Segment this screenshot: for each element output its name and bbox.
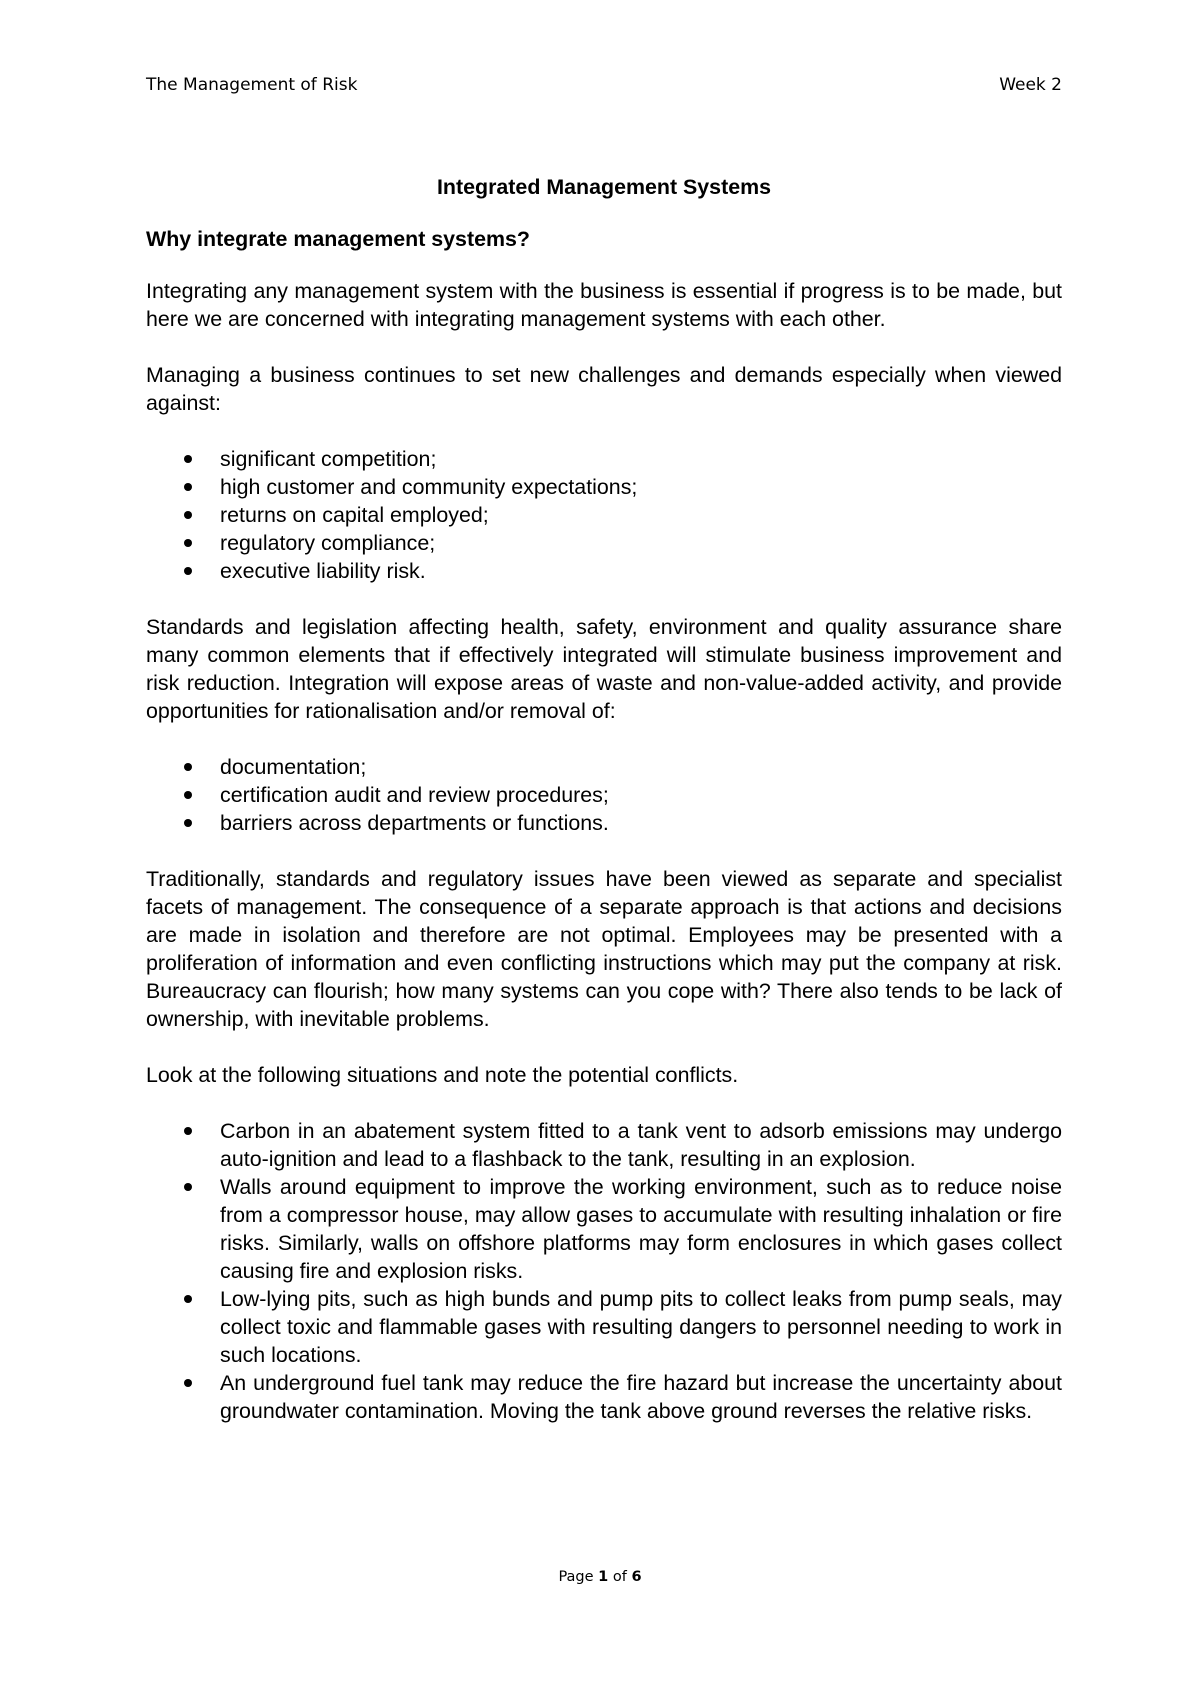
list-item-text: Carbon in an abatement system fitted to a tank vent to adsorb emissions may undergo auto-ignition and lead to a flashback to the tank, resulting in an explosion. bbox=[220, 1119, 1062, 1171]
page-footer bbox=[0, 1569, 1200, 1585]
list-item-text: Walls around equipment to improve the working environment, such as to reduce noise from a compressor house, may allow gases to accumulate with resulting inhalation or fire risks. Similarly, walls on offshore platforms may form enclosures in which gases collect causing fire and explosion risks. bbox=[220, 1175, 1062, 1283]
list-item-text: certification audit and review procedures; bbox=[220, 783, 609, 807]
list-item bbox=[146, 445, 1062, 473]
list-item bbox=[146, 1117, 1062, 1173]
header-course-title: The Management of Risk bbox=[146, 75, 358, 95]
bullet-icon bbox=[184, 511, 192, 519]
list-item bbox=[146, 1369, 1062, 1425]
list-item-text: executive liability risk. bbox=[220, 559, 426, 583]
paragraph-intro: Integrating any management system with the business is essential if progress is to be made, but here we are concerned with integrating management systems with each other. bbox=[146, 279, 1062, 331]
removal-list bbox=[146, 753, 1062, 837]
list-item bbox=[146, 1173, 1062, 1285]
footer-of-word: of bbox=[612, 1569, 627, 1585]
section-heading: Why integrate management systems? bbox=[146, 227, 530, 251]
list-item-text: high customer and community expectations; bbox=[220, 475, 638, 499]
bullet-icon bbox=[184, 1183, 192, 1191]
bullet-icon bbox=[184, 763, 192, 771]
bullet-icon bbox=[184, 483, 192, 491]
bullet-icon bbox=[184, 791, 192, 799]
bullet-icon bbox=[184, 567, 192, 575]
bullet-icon bbox=[184, 1379, 192, 1387]
list-item bbox=[146, 753, 1062, 781]
list-item bbox=[146, 781, 1062, 809]
challenges-list bbox=[146, 445, 1062, 585]
footer-total-pages: 6 bbox=[631, 1569, 642, 1585]
bullet-icon bbox=[184, 1295, 192, 1303]
paragraph-standards: Standards and legislation affecting health, safety, environment and quality assurance share many common elements that if effectively integrated will stimulate business improvement and risk reduction. Integration will expose areas of waste and non-value-added activity, and provide opportunities for rationalisation and/or removal of: bbox=[146, 615, 1062, 723]
bullet-icon bbox=[184, 819, 192, 827]
document-body bbox=[146, 173, 1062, 1453]
list-item bbox=[146, 1285, 1062, 1369]
bullet-icon bbox=[184, 455, 192, 463]
list-item-text: regulatory compliance; bbox=[220, 531, 436, 555]
footer-current-page: 1 bbox=[598, 1569, 609, 1585]
list-item-text: barriers across departments or functions. bbox=[220, 811, 609, 835]
bullet-icon bbox=[184, 1127, 192, 1135]
conflicts-list bbox=[146, 1117, 1062, 1425]
document-title: Integrated Management Systems bbox=[436, 175, 772, 199]
paragraph-challenges: Managing a business continues to set new challenges and demands especially when viewed against: bbox=[146, 363, 1062, 415]
list-item-text: returns on capital employed; bbox=[220, 503, 489, 527]
bullet-icon bbox=[184, 539, 192, 547]
list-item bbox=[146, 809, 1062, 837]
paragraph-traditionally: Traditionally, standards and regulatory issues have been viewed as separate and specialist facets of management. The consequence of a separate approach is that actions and decisions are made in isolation and therefore are not optimal. Employees may be presented with a proliferation of information and even conflicting instructions which may put the company at risk. Bureaucracy can flourish; how many systems can you cope with? There also tends to be lack of ownership, with inevitable problems. bbox=[146, 867, 1062, 1031]
paragraph-situations: Look at the following situations and note the potential conflicts. bbox=[146, 1063, 739, 1087]
list-item bbox=[146, 529, 1062, 557]
list-item-text: Low-lying pits, such as high bunds and pump pits to collect leaks from pump seals, may collect toxic and flammable gases with resulting dangers to personnel needing to work in such locations. bbox=[220, 1287, 1062, 1367]
footer-page-word: Page bbox=[558, 1569, 594, 1585]
header-week-label: Week 2 bbox=[999, 75, 1062, 95]
list-item-text: An underground fuel tank may reduce the fire hazard but increase the uncertainty about groundwater contamination. Moving the tank above ground reverses the relative risks. bbox=[220, 1371, 1062, 1423]
list-item-text: documentation; bbox=[220, 755, 367, 779]
list-item bbox=[146, 501, 1062, 529]
list-item bbox=[146, 473, 1062, 501]
list-item bbox=[146, 557, 1062, 585]
list-item-text: significant competition; bbox=[220, 447, 437, 471]
